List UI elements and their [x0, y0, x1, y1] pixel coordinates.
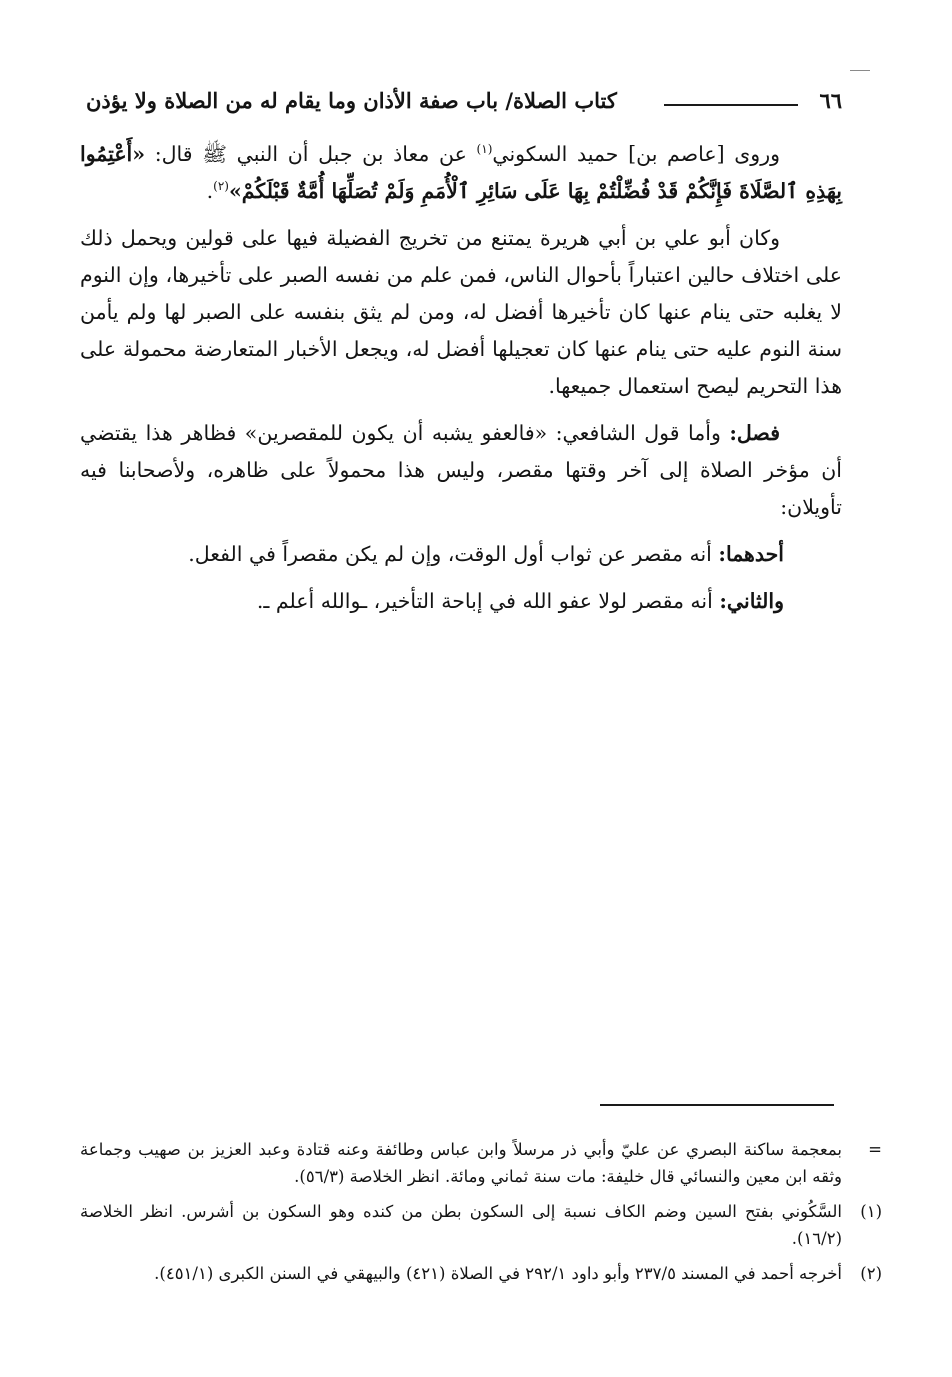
footnote-number: (١) [860, 1202, 882, 1221]
item-text: أنه مقصر لولا عفو الله في إباحة التأخير، ـوالله أعلم ـ. [256, 589, 720, 613]
footnote-number: (٢) [860, 1264, 882, 1283]
footnote [80, 1198, 882, 1252]
footnotes [80, 1136, 882, 1295]
paragraph-text: عن معاذ بن جبل أن النبي ﷺ قال: [145, 142, 477, 166]
item-label: والثاني: [719, 589, 784, 613]
corner-mark [850, 70, 870, 71]
section-label: فصل: [729, 421, 780, 445]
footnote-number: = [868, 1140, 882, 1159]
header-rule [664, 104, 798, 106]
page-number: ٦٦ [819, 88, 842, 113]
paragraph-fasl [80, 415, 842, 526]
paragraph-text: . [206, 179, 214, 203]
hadith-quote: «أَعْتِمُوا بِهَذِهِ ٱلصَّلَاةَ فَإِنَّكُمْ قَدْ فُضِّلْتُمْ بِهَا عَلَى سَائِرِ ٱلْأُمَمِ وَلَمْ تُصَلِّهَا أُمَّةٌ قَبْلَكُمْ» [80, 142, 842, 203]
paragraph-abu-ali: وكان أبو علي بن أبي هريرة يمتنع من تخريج الفضيلة فيها على قولين ويحمل ذلك على اختلاف حالين اعتباراً بأحوال الناس، فمن علم من نفسه الصبر على تأخيرها، وإن النوم لا يغلبه حتى ينام عنها كان تأخيرها أفضل له، ومن لم يثق بنفسه على الصبر لها ولم يأمن سنة النوم عليه حتى ينام عنها كان تعجيلها أفضل له، ويجعل الأخبار المتعارضة محمولة على هذا التحريم ليصح استعمال جميعها. [80, 226, 842, 398]
footnote [80, 1136, 882, 1190]
paragraph-text: وأما قول الشافعي: «فالعفو يشبه أن يكون للمقصرين» فظاهر هذا يقتضي أن مؤخر الصلاة إلى آخر وقتها مقصر، وليس هذا محمولاً على ظاهره، ولأصحابنا فيه تأويلان: [80, 421, 842, 519]
list-item [80, 536, 842, 573]
list-item [80, 583, 842, 620]
page-header [86, 86, 842, 120]
paragraph-text: وروى [عاصم بن] حميد السكوني [492, 142, 780, 166]
footnote-ref: (٢) [213, 179, 229, 194]
footnote-text: أخرجه أحمد في المسند ٢٣٧/٥ وأبو داود ٢٩٢/١ في الصلاة (٤٢١) والبيهقي في السنن الكبرى (٤٥١/١). [154, 1264, 842, 1283]
item-text: أنه مقصر عن ثواب أول الوقت، وإن لم يكن مقصراً في الفعل. [188, 542, 719, 566]
paragraph-hadith [80, 136, 842, 210]
main-text [80, 136, 842, 620]
footnote-text: بمعجمة ساكنة البصري عن عليّ وأبي ذر مرسلاً وابن عباس وطائفة وعنه قتادة وعبد العزيز بن صهيب وجماعة وثقه ابن معين والنسائي قال خليفة: مات سنة ثماني ومائة. انظر الخلاصة (٥٦/٣). [80, 1140, 842, 1186]
running-title: كتاب الصلاة/ باب صفة الأذان وما يقام له من الصلاة ولا يؤذن [86, 88, 617, 113]
item-label: أحدهما: [718, 542, 784, 566]
footnote-separator [600, 1104, 834, 1106]
footnote-text: السَّكُوني بفتح السين وضم الكاف نسبة إلى السكون بطن من كنده وهو السكون بن أشرس. انظر الخلاصة (١٦/٢). [80, 1202, 842, 1248]
footnote [80, 1260, 882, 1287]
footnote-ref: (١) [476, 142, 493, 157]
